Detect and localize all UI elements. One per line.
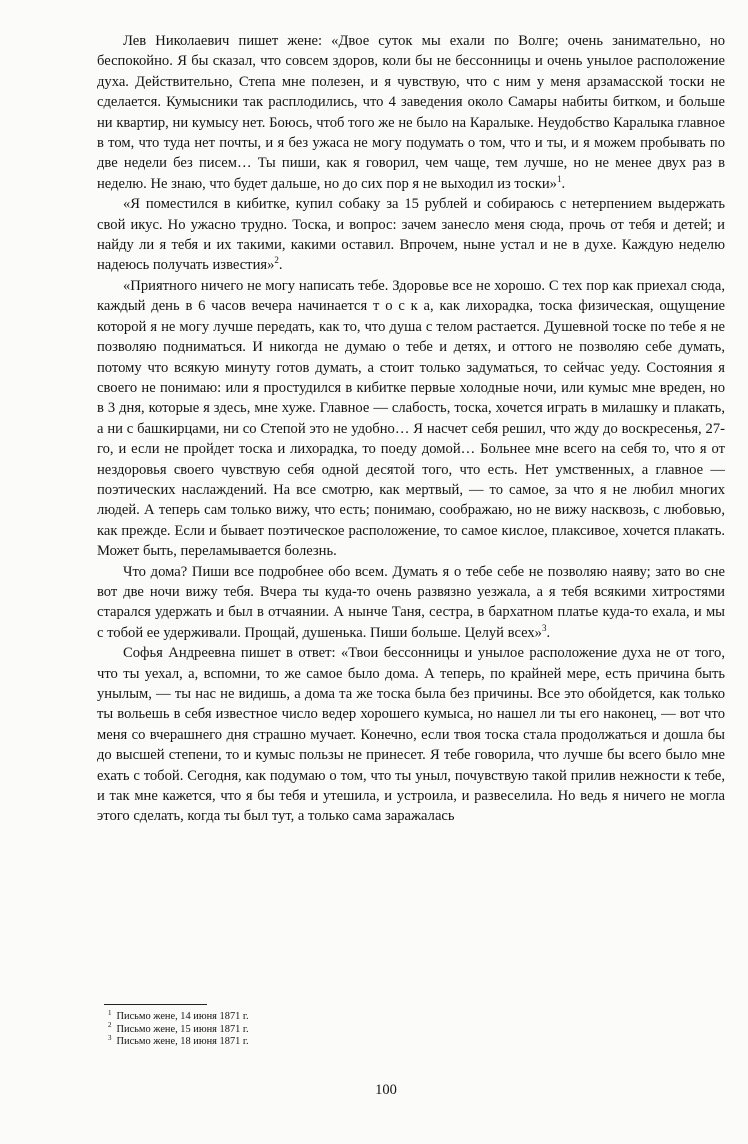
- footnotes: [104, 1008, 504, 1049]
- paragraph-text: Софья Андреевна пишет в ответ: «Твои бессонницы и унылое расположение духа не от того, что ты уехал, а, вспомни, то же самое было дома. А теперь, по крайней мере, есть причина быть унылым, — ты нас не видишь, а дома та же тоска была без причины. Все это обойдется, как только ты вольешь в себя известное число ведер хорошего кумыса, но нашел ли ты его наконец, — вот что меня со вчерашнего дня страшно мучает. Конечно, если твоя тоска стала продолжаться и дошла бы до высшей степени, то и кумыс пользы не принесет. Я тебе говорила, что лучше бы всего было мне ехать с тобой. Сегодня, как подумаю о том, что ты уныл, почувствую такой прилив нежности к тебе, и так мне кажется, что я бы тебя и утешила, и устроила, и развеселила. Но ведь я ничего не могла этого сделать, когда ты был тут, а только сама заражалась: [97, 645, 725, 825]
- footnote-mark: 3: [108, 1033, 112, 1042]
- main-text: [97, 31, 725, 827]
- footnote-3: [104, 1033, 504, 1049]
- paragraph-text: Лев Николаевич пишет жене: «Двое суток мы ехали по Волге; очень занимательно, но беспокойно. Я бы сказал, что совсем здоров, коли бы не бессонницы и очень унылое расположение духа. Действительно, Степа мне полезен, и я чувствую, что с ним у меня арзамасской тоски не сделается. Кумысники так расплодились, что 4 заведения около Самары набиты битком, и больше ни квартир, ни кумысу нет. Боюсь, чтоб того же не было на Каралыке. Неудобство Каралыка главное в том, что туда нет почты, и я без ужаса не могу подумать о том, что и ты, и я можем пробывать по две недели без писем… Ты пиши, как я говорил, чем чаще, тем лучше, но не менее двух раз в неделю. Не знаю, что будет дальше, но до сих пор я не выходил из тоски»: [97, 33, 725, 192]
- paragraph-tolstoy-letter-2: «Я поместился в кибитке, купил собаку за 15 рублей и собираюсь с нетерпением выдержать свой икус. Но ужасно трудно. Тоска, и вопрос: зачем занесло меня сюда, прочь от тебя и детей; и найду ли я тебя и их такими, какими оставил. Впрочем, ныне устал и не в духе. Каждую неделю надеюсь получать известия»$^2$.: [97, 196, 725, 274]
- footnote-1: [104, 1008, 504, 1024]
- footnote-2: [104, 1021, 504, 1037]
- paragraph-text: «Приятного ничего не могу написать тебе. Здоровье все не хорошо. С тех пор как приехал сюда, каждый день в 6 часов вечера начинается т о с к а, как лихорадка, тоска физическая, ощущение которой я не могу лучше передать, как то, что душа с телом растается. Душевной тоске по тебе я не позволяю подниматься. И никогда не думаю о тебе и детях, и оттого не позволяю себе думать, потому что всякую минуту готов думать, а стоит только задуматься, то сейчас уеду. Состояния я своего не понимаю: или я простудился в кибитке первые холодные ночи, или кумыс мне вреден, но в 3 дня, которые я здесь, мне хуже. Главное — слабость, тоска, хочется играть в милашку и плакать, а ни с башкирцами, ни со Степой это не удобно… Я насчет себя решил, что жду до воскресенья, 27-го, и если не пройдет тоска и лихорадка, то поеду домой… Больнее мне всего на себя то, что я от нездоровья своего чувствую себя одной десятой того, что есть. Нет умственных, а главное — поэтических наслаждений. На все смотрю, как мертвый, — то самое, за что я не любил многих людей. А теперь сам только вижу, что есть; понимаю, соображаю, но не вижу насквозь, с любовью, как прежде. Если и бывает поэтическое расположение, то самое кислое, плаксивое, хочется плакать. Может быть, переламывается болезнь.: [97, 277, 725, 560]
- paragraph-text: Что дома? Пиши все подробнее обо всем. Думать я о тебе себе не позволяю наяву; зато во сне вот две ночи вижу тебя. Вчера ты куда-то очень развязно уезжала, а я тебя всякими хитростями старался удержать и был в отчаянии. А нынче Таня, сестра, в бархатном платье куда-то ехала, и мы с тобой ее удерживали. Прощай, душенька. Пиши больше. Целуй всех»: [97, 563, 725, 641]
- paragraph-tolstoy-letter-3-continued: Что дома? Пиши все подробнее обо всем. Думать я о тебе себе не позволяю наяву; зато во сне вот две ночи вижу тебя. Вчера ты куда-то очень развязно уезжала, а я тебя всякими хитростями старался удержать и был в отчаянии. А нынче Таня, сестра, в бархатном платье куда-то ехала, и мы с тобой ее удерживали. Прощай, душенька. Пиши больше. Целуй всех»$^3$.: [97, 563, 725, 641]
- footnote-separator: [104, 1004, 207, 1005]
- footnote-mark: 2: [108, 1021, 112, 1030]
- page-number: 100: [375, 1082, 397, 1098]
- footnote-mark: 1: [108, 1008, 112, 1017]
- footnote-text: Письмо жене, 15 июня 1871 г.: [116, 1023, 249, 1035]
- paragraph-text: «Я поместился в кибитке, купил собаку за 15 рублей и собираюсь с нетерпением выдержать свой икус. Но ужасно трудно. Тоска, и вопрос: зачем занесло меня сюда, прочь от тебя и детей; и найду ли я тебя и их такими, какими оставил. Впрочем, ныне устал и не в духе. Каждую неделю надеюсь получать известия»: [97, 196, 725, 274]
- paragraph-tolstoy-letter-1: Лев Николаевич пишет жене: «Двое суток мы ехали по Волге; очень занимательно, но беспокойно. Я бы сказал, что совсем здоров, коли бы не бессонницы и очень унылое расположение духа. Действительно, Степа мне полезен, и я чувствую, что с ним у меня арзамасской тоски не сделается. Кумысники так расплодились, что 4 заведения около Самары набиты битком, и больше ни квартир, ни кумысу нет. Боюсь, чтоб того же не было на Каралыке. Неудобство Каралыка главное в том, что туда нет почты, и я без ужаса не могу подумать о том, что и ты, и я можем пробывать по две недели без писем… Ты пиши, как я говорил, чем чаще, тем лучше, но не менее двух раз в неделю. Не знаю, что будет дальше, но до сих пор я не выходил из тоски»$^1$.: [97, 33, 725, 192]
- footnote-reference: 2: [274, 255, 279, 266]
- footnote-text: Письмо жене, 18 июня 1871 г.: [116, 1036, 249, 1048]
- footnote-reference: 1: [556, 173, 562, 184]
- paragraph-tolstoy-letter-3: [97, 276, 725, 562]
- footnote-text: Письмо жене, 14 июня 1871 г.: [116, 1011, 249, 1022]
- paragraph-sofia-reply: [97, 643, 725, 827]
- footnote-reference: 3: [541, 622, 547, 633]
